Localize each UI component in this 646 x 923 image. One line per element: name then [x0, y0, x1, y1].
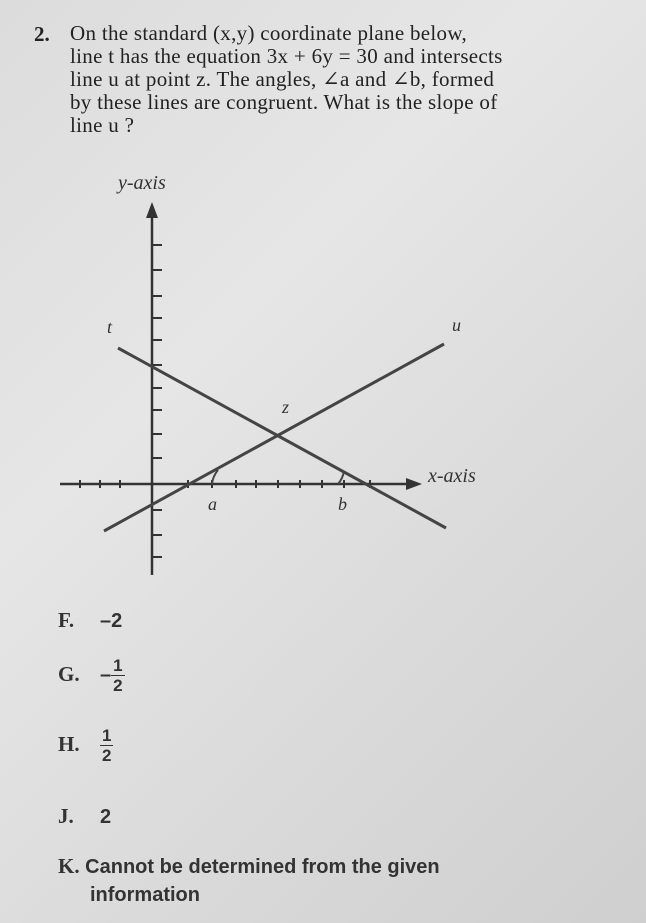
choice-letter: F.: [58, 608, 75, 632]
question-line: line u ?: [70, 113, 135, 137]
choice-value: information: [90, 884, 200, 906]
x-axis-label: x-axis: [428, 465, 476, 487]
choice-letter: J.: [58, 804, 74, 828]
question-number: 2.: [34, 22, 50, 46]
choice-f[interactable]: [58, 608, 122, 633]
y-axis-ticks: [152, 245, 162, 557]
question-line: line t has the equation 3x + 6y = 30 and intersects: [70, 44, 503, 68]
line-u: [104, 344, 444, 531]
line-u-label: u: [452, 315, 461, 335]
choice-sign: –: [100, 664, 112, 686]
x-axis-arrow: [406, 478, 422, 490]
choice-k[interactable]: [58, 852, 440, 909]
choice-h[interactable]: [58, 726, 113, 765]
choice-g[interactable]: [58, 656, 125, 695]
fraction-numerator: 1: [113, 656, 123, 675]
line-t-label: t: [107, 317, 113, 337]
question-line: line u at point z. The angles, ∠a and ∠b, formed: [70, 67, 495, 91]
fraction-denominator: 2: [113, 676, 123, 695]
angle-a-label: a: [208, 494, 217, 514]
angle-b-label: b: [338, 494, 347, 514]
choice-fraction: [100, 726, 113, 765]
point-z-label: z: [282, 397, 290, 417]
choice-letter: G.: [58, 661, 80, 686]
choice-value: Cannot be determined from the given: [85, 856, 440, 878]
choice-value: –2: [100, 610, 123, 632]
y-axis-label: y-axis: [118, 172, 166, 194]
question-line: by these lines are congruent. What is the slope of: [70, 90, 498, 114]
y-axis-arrow: [146, 202, 158, 218]
fraction-numerator: 1: [102, 726, 112, 745]
question-line: On the standard (x,y) coordinate plane below,: [70, 21, 468, 45]
choice-letter: H.: [58, 731, 80, 756]
fraction-denominator: 2: [102, 746, 112, 765]
choice-letter: K.: [58, 854, 80, 878]
line-t: [118, 348, 446, 528]
choice-value: 2: [100, 806, 112, 828]
choice-j[interactable]: [58, 804, 111, 829]
choice-fraction: [111, 656, 124, 695]
